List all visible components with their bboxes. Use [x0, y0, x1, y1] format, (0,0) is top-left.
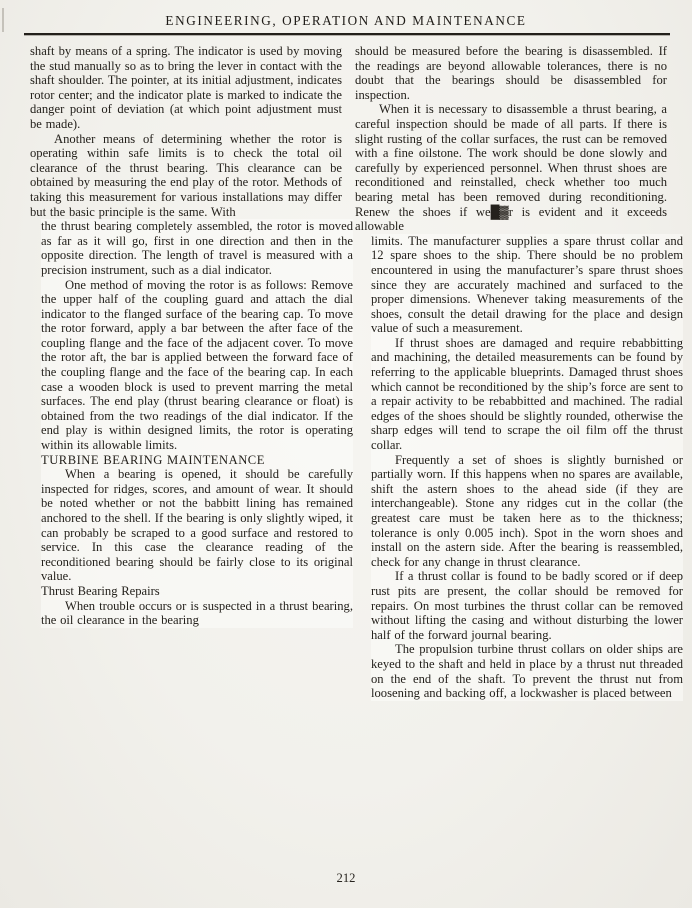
- body-paragraph: Another means of determining whether the rotor is operating within safe limits is to check the total oil clearance of the thrust bearing. This clearance can be obtained by measuring the end play of the rotor. Methods of taking this measurement for various installations may differ but the basic principle is the same. With: [30, 131, 342, 219]
- page-number: 212: [336, 871, 356, 885]
- body-paragraph: should be measured before the bearing is disassembled. If the readings are beyond allowable tolerances, there is no doubt that the bearings should be disassembled for inspection.: [355, 44, 667, 102]
- body-paragraph: If thrust shoes are damaged and require rebabbitting and machining, the detailed measurements can be found by referring to the applicable blueprints. Damaged thrust shoes which cannot be reconditioned by the ship’s force are sent to a repair activity to be rebabbitted and machined. The radial edges of the shoes should be slightly rounded, otherwise the sharp edges will tend to scrape the oil film off the thrust collar.: [371, 335, 683, 453]
- body-paragraph: The propulsion turbine thrust collars on older ships are keyed to the shaft and held in place by a thrust nut threaded on the end of the shaft. To prevent the thrust nut from loosening and backing off, a lockwasher is placed between: [371, 642, 683, 701]
- two-column-text-body: [0, 35, 692, 701]
- body-paragraph: shaft by means of a spring. The indicator is used by moving the stud manually so as to bring the lever in contact with the shaft shoulder. The pointer, at its initial adjustment, indicates rotor center; and the indicator plate is marked to indicate the danger point of deviation (at which point adjustment must be made).: [30, 44, 342, 131]
- body-paragraph: When trouble occurs or is suspected in a thrust bearing, the oil clearance in the bearing: [41, 598, 353, 628]
- sub-heading: Thrust Bearing Repairs: [41, 584, 353, 599]
- right-column: [355, 44, 683, 701]
- scan-edge-artifact: [2, 8, 4, 32]
- body-paragraph: If a thrust collar is found to be badly scored or if deep rust pits are present, the collar should be removed for repairs. On most turbines the thrust collar can be removed without lifting the casing and without disturbing the lower half of the forward journal bearing.: [371, 569, 683, 642]
- body-paragraph: When a bearing is opened, it should be carefully inspected for ridges, scores, and amount of wear. It should be noted whether or not the babbitt lining has remained anchored to the shell. If the bearing is only slightly wiped, it can probably be scraped to a good surface and restored to service. In this case the clearance reading of the reconditioned bearing should be fairly close to its original value.: [41, 467, 353, 584]
- body-paragraph: limits. The manufacturer supplies a spare thrust collar and 12 spare shoes to the ship. There should be no problem encountered in using the manufacturer’s spare thrust shoes since they are accurately machined and surfaced to the proper dimensions. Whenever taking measurements of the shoes, consult the detail drawing for the place and design value of such a measurement.: [371, 233, 683, 336]
- body-paragraph: Frequently a set of shoes is slightly burnished or partially worn. If this happens when no spares are available, shift the astern shoes to the ahead side (if they are interchangeable). Stone any ridges cut in the collar (the greatest care must be taken here as to the thickness; tolerance is only 0.005 inch). Spot in the worn shoes and install on the astern side. After the bearing is reassembled, check for any change in thrust clearance.: [371, 452, 683, 569]
- section-heading: TURBINE BEARING MAINTENANCE: [41, 453, 353, 468]
- body-paragraph: One method of moving the rotor is as follows: Remove the upper half of the coupling guard and attach the dial indicator to the flanged surface of the bearing cap. To move the rotor forward, apply a bar between the after face of the coupling flange and the face of the adjacent cover. To move the rotor aft, the bar is applied between the forward face of the coupling flange and the face of the bearing cap. In each case a wooden block is used to prevent marring the metal surfaces. The end play (thrust bearing clearance or float) is obtained from the two readings of the dial indicator. If the end play is within designed limits, the rotor is operating within its allowable limits.: [41, 277, 353, 453]
- body-paragraph: the thrust bearing completely assembled, the rotor is moved as far as it will go, first in one direction and then in the opposite direction. The length of travel is measured with a precision instrument, such as a dial indicator.: [41, 219, 353, 277]
- body-paragraph: When it is necessary to disassemble a thrust bearing, a careful inspection should be made of all parts. If there is slight rusting of the collar surfaces, the rust can be removed with a fine oilstone. The work should be done slowly and carefully by experienced personnel. When thrust shoes are reconditioned and reinstalled, check whether too much bearing metal has been removed during reconditioning. Renew the shoes if we█▓r is evident and it exceeds allowable: [355, 102, 667, 234]
- left-column: [30, 44, 353, 701]
- page-header-title: ENGINEERING, OPERATION AND MAINTENANCE: [165, 13, 527, 28]
